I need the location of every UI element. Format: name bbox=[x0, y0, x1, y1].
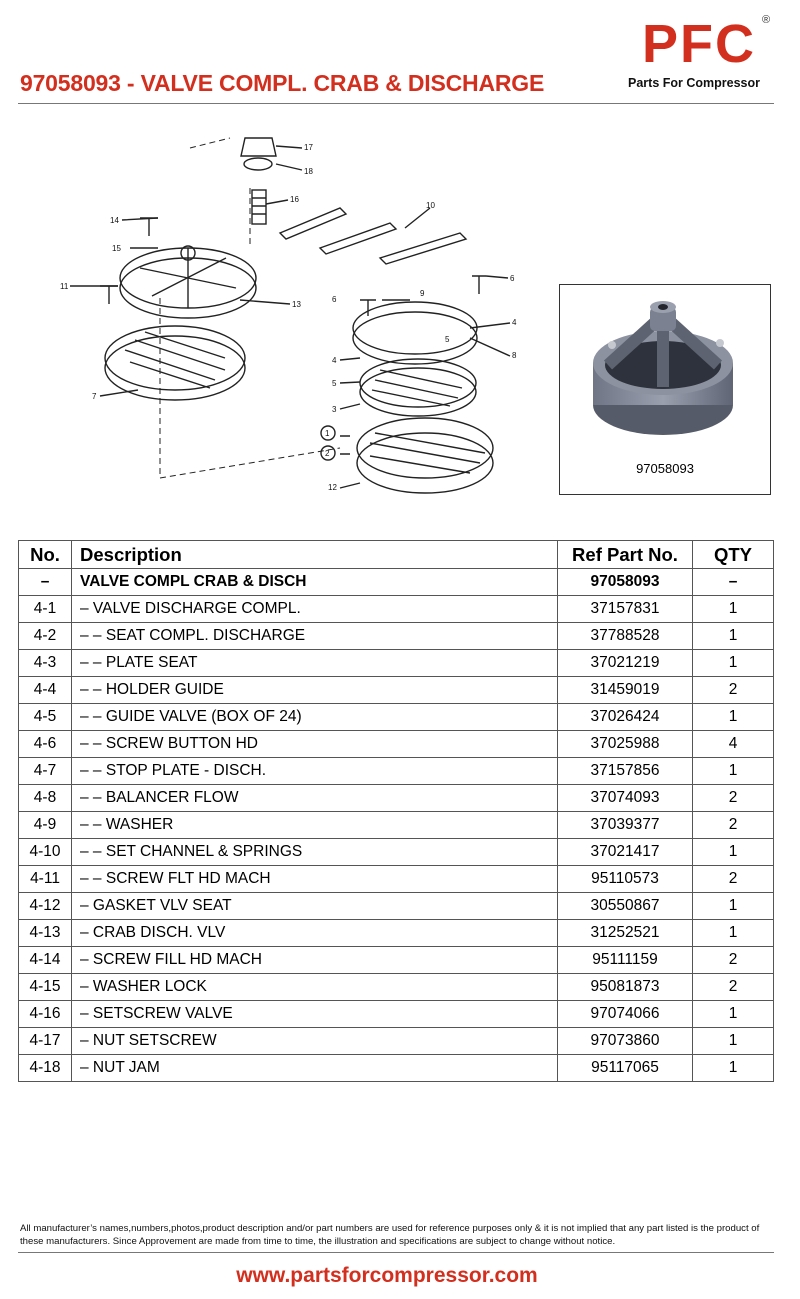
row-no: 4-3 bbox=[19, 650, 72, 677]
row-qty: 1 bbox=[693, 704, 774, 731]
disclaimer-text: All manufacturer’s names,numbers,photos,product description and/or part numbers are used for reference purposes only & it is not implied that any part listed is the product of these manufacturers. Since Approvement are made from time to time, the illustration and specifications are subject to change without notice. bbox=[20, 1223, 760, 1247]
row-description: – GASKET VLV SEAT bbox=[72, 893, 558, 920]
callout-label: 5 bbox=[332, 379, 337, 388]
row-no: – bbox=[19, 569, 72, 596]
callout-label: 6 bbox=[510, 274, 515, 283]
row-no: 4-12 bbox=[19, 893, 72, 920]
row-qty: 2 bbox=[693, 812, 774, 839]
callout-label: 16 bbox=[290, 195, 299, 204]
table-row bbox=[19, 704, 774, 731]
product-photo-box bbox=[559, 284, 771, 495]
row-ref: 37026424 bbox=[558, 704, 693, 731]
callout-label: 5 bbox=[445, 335, 450, 344]
row-qty: 2 bbox=[693, 785, 774, 812]
row-ref: 95117065 bbox=[558, 1055, 693, 1082]
table-row bbox=[19, 1055, 774, 1082]
callout-label: 1 bbox=[325, 429, 330, 438]
table-row bbox=[19, 947, 774, 974]
row-ref: 30550867 bbox=[558, 893, 693, 920]
callout-label: 17 bbox=[304, 143, 313, 152]
table-row bbox=[19, 1001, 774, 1028]
callout-label: 9 bbox=[420, 289, 425, 298]
header-no: No. bbox=[19, 541, 72, 569]
table-row bbox=[19, 785, 774, 812]
table-row bbox=[19, 569, 774, 596]
callout-label: 13 bbox=[292, 300, 301, 309]
row-no: 4-15 bbox=[19, 974, 72, 1001]
row-qty: 2 bbox=[693, 677, 774, 704]
photo-caption: 97058093 bbox=[636, 461, 694, 476]
table-row bbox=[19, 1028, 774, 1055]
callout-label: 4 bbox=[512, 318, 517, 327]
row-qty: 1 bbox=[693, 839, 774, 866]
row-ref: 95110573 bbox=[558, 866, 693, 893]
header-ref-part-no: Ref Part No. bbox=[558, 541, 693, 569]
row-qty: 1 bbox=[693, 1001, 774, 1028]
callout-label: 4 bbox=[332, 356, 337, 365]
row-description: – SETSCREW VALVE bbox=[72, 1001, 558, 1028]
row-qty: 1 bbox=[693, 650, 774, 677]
row-ref: 37021219 bbox=[558, 650, 693, 677]
pfc-logo bbox=[624, 14, 784, 98]
row-qty: – bbox=[693, 569, 774, 596]
row-no: 4-18 bbox=[19, 1055, 72, 1082]
row-qty: 1 bbox=[693, 1055, 774, 1082]
row-ref: 37157856 bbox=[558, 758, 693, 785]
row-ref: 37025988 bbox=[558, 731, 693, 758]
callout-label: 6 bbox=[332, 295, 337, 304]
callout-label: 10 bbox=[426, 201, 435, 210]
row-qty: 1 bbox=[693, 1028, 774, 1055]
row-qty: 1 bbox=[693, 920, 774, 947]
row-description: – – SCREW BUTTON HD bbox=[72, 731, 558, 758]
row-description: – – BALANCER FLOW bbox=[72, 785, 558, 812]
row-no: 4-16 bbox=[19, 1001, 72, 1028]
row-ref: 95111159 bbox=[558, 947, 693, 974]
row-ref: 37021417 bbox=[558, 839, 693, 866]
row-ref: 37039377 bbox=[558, 812, 693, 839]
row-qty: 1 bbox=[693, 623, 774, 650]
callout-label: 18 bbox=[304, 167, 313, 176]
row-description: – NUT JAM bbox=[72, 1055, 558, 1082]
callout-label: 2 bbox=[325, 449, 330, 458]
row-no: 4-8 bbox=[19, 785, 72, 812]
logo-text: PFC bbox=[642, 14, 756, 74]
table-row bbox=[19, 623, 774, 650]
row-description: – WASHER LOCK bbox=[72, 974, 558, 1001]
row-description: – – HOLDER GUIDE bbox=[72, 677, 558, 704]
table-row bbox=[19, 812, 774, 839]
row-no: 4-1 bbox=[19, 596, 72, 623]
row-qty: 4 bbox=[693, 731, 774, 758]
row-no: 4-11 bbox=[19, 866, 72, 893]
table-row bbox=[19, 650, 774, 677]
table-row bbox=[19, 974, 774, 1001]
callout-label: 7 bbox=[92, 392, 97, 401]
row-no: 4-6 bbox=[19, 731, 72, 758]
header-description: Description bbox=[72, 541, 558, 569]
table-row bbox=[19, 920, 774, 947]
callout-label: 14 bbox=[110, 216, 119, 225]
callout-label: 3 bbox=[332, 405, 337, 414]
row-no: 4-2 bbox=[19, 623, 72, 650]
row-ref: 37157831 bbox=[558, 596, 693, 623]
row-description: – – PLATE SEAT bbox=[72, 650, 558, 677]
product-photo bbox=[560, 285, 770, 455]
row-description: – – STOP PLATE - DISCH. bbox=[72, 758, 558, 785]
row-no: 4-4 bbox=[19, 677, 72, 704]
logo-tagline: Parts For Compressor bbox=[628, 76, 760, 90]
callout-label: 15 bbox=[112, 244, 121, 253]
header-divider bbox=[18, 103, 774, 104]
row-ref: 31252521 bbox=[558, 920, 693, 947]
row-description: – – SEAT COMPL. DISCHARGE bbox=[72, 623, 558, 650]
table-header-row bbox=[19, 541, 774, 569]
table-row bbox=[19, 839, 774, 866]
row-ref: 37788528 bbox=[558, 623, 693, 650]
table-row bbox=[19, 758, 774, 785]
row-no: 4-13 bbox=[19, 920, 72, 947]
table-row bbox=[19, 866, 774, 893]
row-qty: 2 bbox=[693, 947, 774, 974]
table-row bbox=[19, 893, 774, 920]
row-description: – – SCREW FLT HD MACH bbox=[72, 866, 558, 893]
exploded-diagram bbox=[40, 118, 530, 518]
row-ref: 95081873 bbox=[558, 974, 693, 1001]
row-qty: 1 bbox=[693, 758, 774, 785]
row-ref: 37074093 bbox=[558, 785, 693, 812]
table-row bbox=[19, 596, 774, 623]
row-description: – – WASHER bbox=[72, 812, 558, 839]
footer-divider bbox=[18, 1252, 774, 1253]
page-title: 97058093 - VALVE COMPL. CRAB & DISCHARGE bbox=[20, 70, 545, 96]
row-no: 4-14 bbox=[19, 947, 72, 974]
row-description: – NUT SETSCREW bbox=[72, 1028, 558, 1055]
row-description: – – GUIDE VALVE (BOX OF 24) bbox=[72, 704, 558, 731]
row-description: – – SET CHANNEL & SPRINGS bbox=[72, 839, 558, 866]
table-row bbox=[19, 677, 774, 704]
row-description: – VALVE DISCHARGE COMPL. bbox=[72, 596, 558, 623]
row-ref: 97058093 bbox=[558, 569, 693, 596]
row-qty: 2 bbox=[693, 866, 774, 893]
callout-label: 11 bbox=[60, 282, 69, 291]
website-link[interactable]: www.partsforcompressor.com bbox=[236, 1264, 538, 1287]
registered-mark: ® bbox=[762, 14, 771, 26]
row-description: VALVE COMPL CRAB & DISCH bbox=[72, 569, 558, 596]
row-no: 4-10 bbox=[19, 839, 72, 866]
table-row bbox=[19, 731, 774, 758]
row-ref: 97074066 bbox=[558, 1001, 693, 1028]
row-qty: 1 bbox=[693, 596, 774, 623]
row-description: – SCREW FILL HD MACH bbox=[72, 947, 558, 974]
callout-label: 12 bbox=[328, 483, 337, 492]
row-qty: 2 bbox=[693, 974, 774, 1001]
row-qty: 1 bbox=[693, 893, 774, 920]
callout-label: 8 bbox=[512, 351, 517, 360]
row-description: – CRAB DISCH. VLV bbox=[72, 920, 558, 947]
row-no: 4-7 bbox=[19, 758, 72, 785]
header-qty: QTY bbox=[693, 541, 774, 569]
row-no: 4-9 bbox=[19, 812, 72, 839]
row-no: 4-17 bbox=[19, 1028, 72, 1055]
row-ref: 97073860 bbox=[558, 1028, 693, 1055]
row-no: 4-5 bbox=[19, 704, 72, 731]
parts-table bbox=[18, 540, 774, 1082]
row-ref: 31459019 bbox=[558, 677, 693, 704]
